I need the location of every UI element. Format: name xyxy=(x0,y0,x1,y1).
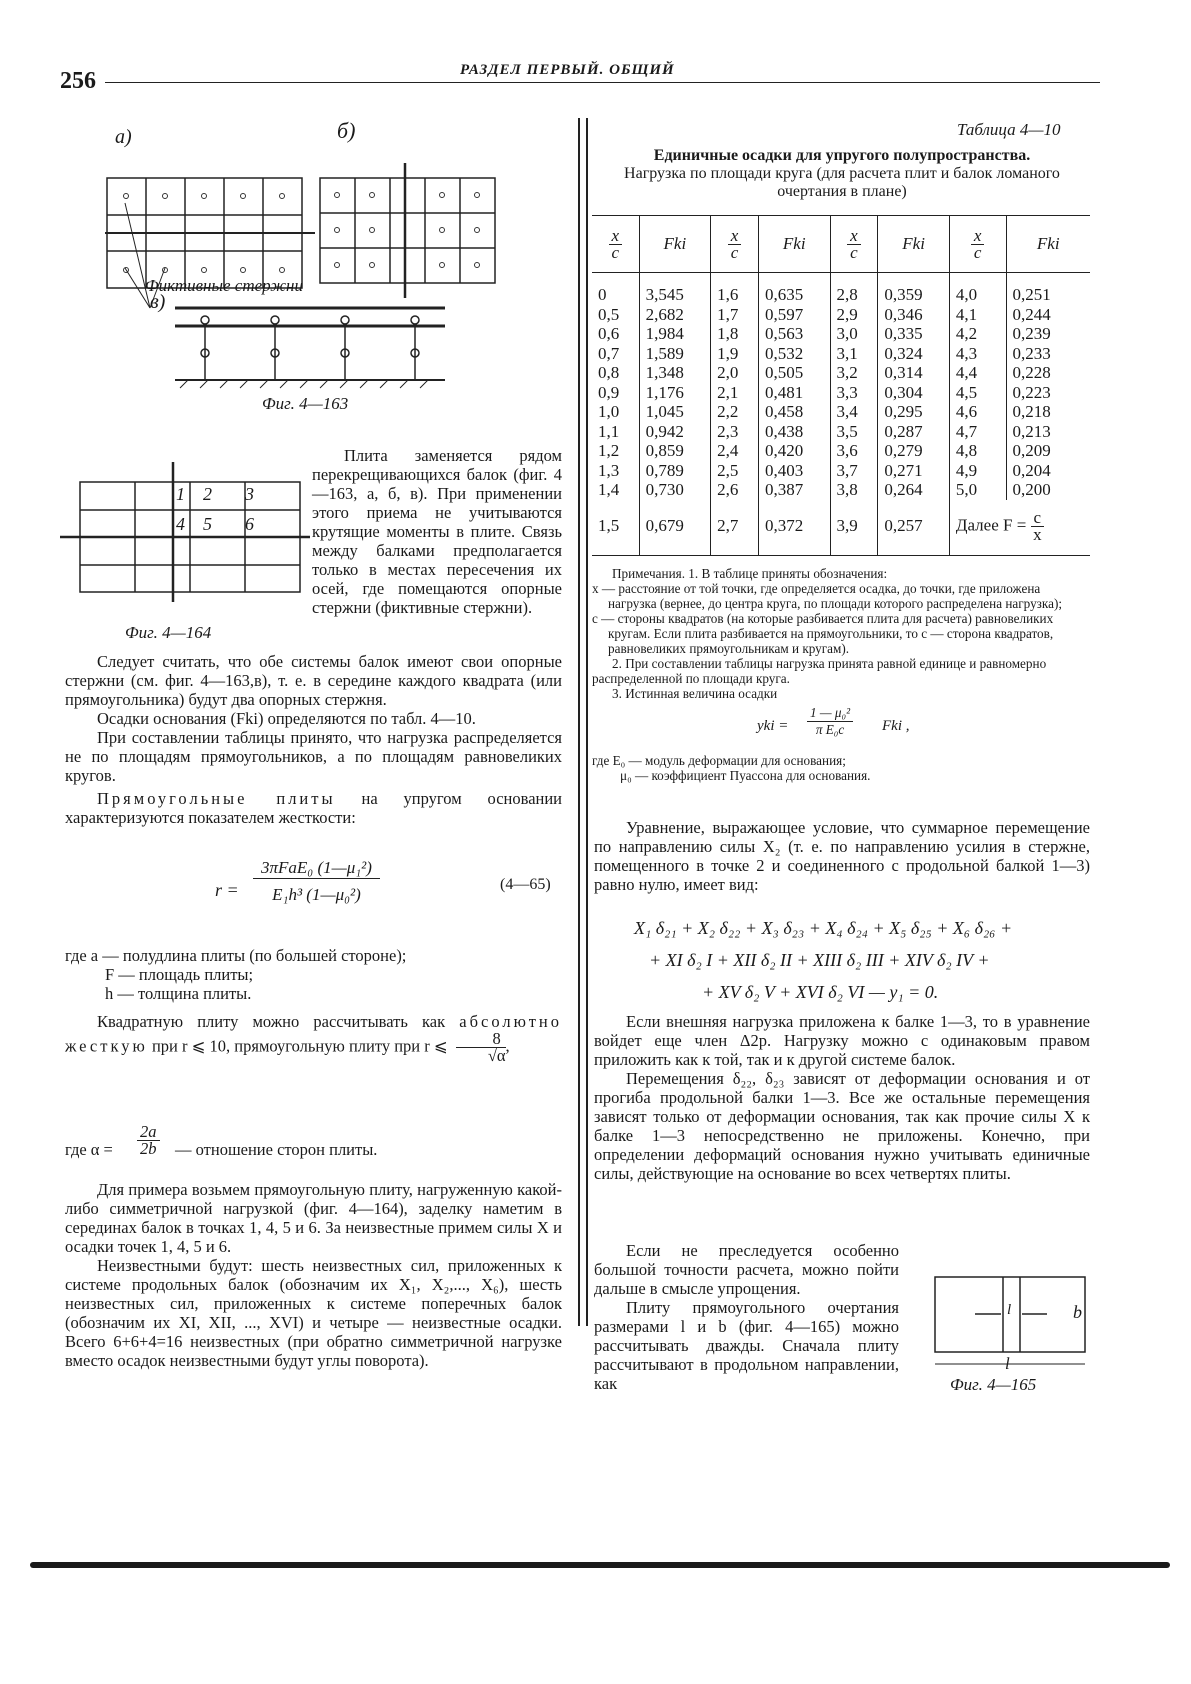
table-cell: 2,8 xyxy=(830,273,878,305)
left-column-text xyxy=(65,652,562,827)
table-cell: 3,4 xyxy=(830,402,878,422)
right-column-text-2 xyxy=(594,1241,899,1393)
left-paragraph-7: Для примера возьмем прямоугольную плиту, нагруженную какой-либо симметричной нагрузкой (фиг. 4—164), заделку наметим в серединах балок в точках 1, 4, 5 и 6. За неизвестные примем силы X и осадки точек 1, 4, 5 и 6. xyxy=(65,1180,562,1256)
table-cell: 2,9 xyxy=(830,305,878,325)
right-column-text xyxy=(594,1012,1090,1183)
table-cell: 0,532 xyxy=(758,344,830,364)
note-1: Примечания. 1. В таблице приняты обозначения: xyxy=(612,566,888,581)
table-cell: 2,3 xyxy=(711,422,759,442)
fig-165-caption: Фиг. 4—165 xyxy=(950,1375,1037,1394)
page-header xyxy=(60,60,1100,100)
table-cell: 0,244 xyxy=(1006,305,1090,325)
fig-164-drawing xyxy=(60,462,310,602)
table-cell: 0,359 xyxy=(878,273,950,305)
table-cell: 0,228 xyxy=(1006,363,1090,383)
note-1-x: x — расстояние от той точки, где определяется осадка, до точки, где приложена нагрузка (вернее, до центра круга, по площади которого распределена нагрузка); xyxy=(592,581,1063,611)
column-divider xyxy=(578,118,588,1326)
left-paragraph-6: Квадратную плиту можно рассчитывать как абсолютно жесткую при r ⩽ 10, прямоугольную плиту при r ⩽ $\frac{8}{√\alpha}$ , xyxy=(65,1012,562,1065)
table-cell: 1,348 xyxy=(639,363,711,383)
table-row xyxy=(592,402,1090,422)
equation-block xyxy=(594,912,1090,1008)
th-f-3: Fki xyxy=(878,216,950,273)
fig-annotation-fictive-rods: Фиктивные стержни xyxy=(145,276,303,295)
table-cell: 4,0 xyxy=(949,273,1006,305)
cell-5: 5 xyxy=(203,514,212,534)
table-cell: 2,6 xyxy=(711,480,759,500)
note-3: 3. Истинная величина осадки xyxy=(612,686,778,701)
further-label: Далее F = xyxy=(955,514,1027,534)
table-cell: 0,789 xyxy=(639,461,711,481)
table-title: Единичные осадки для упругого полупространства. Нагрузка по площади круга (для расчета плит и балок ломаного очертания в плане) xyxy=(624,147,1060,200)
table-cell: 0,271 xyxy=(878,461,950,481)
table-cell: 0,387 xyxy=(758,480,830,500)
formula-numerator: 3πFaE₀ (1—μ₁²) xyxy=(253,858,380,879)
table-cell: 0,346 xyxy=(878,305,950,325)
table-cell: 2,4 xyxy=(711,441,759,461)
table-cell: 4,7 xyxy=(949,422,1006,442)
table-cell: 1,5 xyxy=(598,516,620,536)
figure-4-165 xyxy=(925,1272,1095,1402)
table-cell: 0,239 xyxy=(1006,324,1090,344)
formula-number: (4—65) xyxy=(500,876,551,893)
table-cell: 4,5 xyxy=(949,383,1006,403)
table-cell: 0,287 xyxy=(878,422,950,442)
table-cell: 1,8 xyxy=(711,324,759,344)
table-cell: 0,223 xyxy=(1006,383,1090,403)
left-paragraph-4: При составлении таблицы принято, что нагрузка распределяется не по площадям прямоугольников, а по площадям равновеликих кругов. xyxy=(65,728,562,785)
table-row xyxy=(592,383,1090,403)
table-cell: 0,6 xyxy=(598,324,620,343)
left-column-text-2 xyxy=(65,1180,562,1370)
table-cell: 0,324 xyxy=(878,344,950,364)
table-cell: 2,682 xyxy=(639,305,711,325)
table-cell: 1,4 xyxy=(598,480,620,499)
table-cell: 3,1 xyxy=(830,344,878,364)
right-paragraph-2: Если внешняя нагрузка приложена к балке 1—3, то в уравнение войдет еще член Δ2p. Нагрузку можно с одинаковым правом приложить как к той, так и к другой системе балок. xyxy=(594,1012,1090,1069)
right-paragraph-3: Перемещения δ₂₂, δ₂₃ зависят от деформации основания и от прогиба продольной балки 1—3. Все же остальные перемещения зависят только от деформации основания, так как прочие силы X к балке 1—3 непосредственно не приложены. Конечно, при определении деформаций основания нужно учитывать единичные силы, действующие на основание во всех четвертях плиты. xyxy=(594,1069,1090,1183)
cell-3: 3 xyxy=(245,484,254,504)
table-cell: 0,679 xyxy=(639,500,711,555)
table-cell: 0,304 xyxy=(878,383,950,403)
table-cell: 4,8 xyxy=(949,441,1006,461)
formula-denominator: E₁h³ (1—μ₀²) xyxy=(272,885,361,904)
table-cell: 3,545 xyxy=(639,273,711,305)
running-title: РАЗДЕЛ ПЕРВЫЙ. ОБЩИЙ xyxy=(460,62,675,78)
fig-165-label-b: b xyxy=(1073,1302,1082,1322)
th-f-2: Fki xyxy=(758,216,830,273)
fig-163-caption: Фиг. 4—163 xyxy=(262,394,349,413)
table-cell: 0,335 xyxy=(878,324,950,344)
table-cell: 0,420 xyxy=(758,441,830,461)
table-cell: 0,264 xyxy=(878,480,950,500)
table-cell: 0,204 xyxy=(1006,461,1090,481)
table-cell: 0,859 xyxy=(639,441,711,461)
fig-165-drawing xyxy=(925,1272,1095,1372)
fig-163-drawing xyxy=(105,148,545,398)
table-cell: 0,209 xyxy=(1006,441,1090,461)
table-cell: 4,3 xyxy=(949,344,1006,364)
table-cell: 3,9 xyxy=(830,500,878,555)
table-cell: Далее F = $\frac{c}{x}$ xyxy=(949,500,1090,555)
note-where-mu: μ₀ — коэффициент Пуассона для основания. xyxy=(620,768,871,783)
table-cell: 2,7 xyxy=(711,500,759,555)
cell-2: 2 xyxy=(203,484,212,504)
left-paragraph-8: Неизвестными будут: шесть неизвестных сил, приложенных к системе продольных балок (обозначим их X₁, X₂,..., X₆), шесть неизвестных сил, приложенных к системе поперечных балок (обозначим их XI, XII, ..., XVI) и четыре — неизвестные осадки. Всего 6+6+4=16 неизвестных (при обратно симметричной нагрузке вместо осадок неизвестными будут углы поворота). xyxy=(65,1256,562,1370)
right-paragraph-1: Уравнение, выражающее условие, что суммарное перемещение по направлению силы X₂ (т. е. по направлению усилия в стержне, помещенного в точке 2 и соединенного с продольной балкой 1—3) равно нулю, имеет вид: xyxy=(594,818,1090,894)
table-cell: 1,045 xyxy=(639,402,711,422)
table-cell: 4,4 xyxy=(949,363,1006,383)
table-cell: 0,257 xyxy=(878,500,950,555)
table-cell: 2,0 xyxy=(711,363,759,383)
table-cell: 1,3 xyxy=(598,460,620,480)
table-cell: 1,0 xyxy=(598,402,620,421)
cell-4: 4 xyxy=(176,514,185,534)
figure-4-163 xyxy=(105,118,545,418)
table-cell: 2,2 xyxy=(711,402,759,422)
table-cell: 0,5 xyxy=(598,304,620,324)
th-x-1: $\frac{x}{c}$ xyxy=(592,216,639,273)
table-cell: 0,8 xyxy=(598,363,620,382)
table-cell: 0,597 xyxy=(758,305,830,325)
th-x-3: $\frac{x}{c}$ xyxy=(830,216,878,273)
fig-164-caption: Фиг. 4—164 xyxy=(125,623,212,642)
header-rule xyxy=(105,82,1100,83)
table-cell: 3,2 xyxy=(830,363,878,383)
table-cell: 1,9 xyxy=(711,344,759,364)
table-row xyxy=(592,422,1090,442)
fig-165-label-l: l xyxy=(1005,1354,1010,1373)
where-a: где a — полудлина плиты (по большей стороне); xyxy=(65,946,407,965)
left-paragraph-1: Плита заменяется рядом перекрещивающихся балок (фиг. 4—163, а, б, в). При применении этого приема не учитываются крутящие моменты в плите. Связь между балками предполагается только в местах пересечения их осей, где помещаются опорные стержни (фиктивные стержни). xyxy=(312,446,562,617)
table-row xyxy=(592,324,1090,344)
table-row xyxy=(592,273,1090,305)
table-cell: 0,9 xyxy=(598,382,620,402)
table-cell: 4,2 xyxy=(949,324,1006,344)
table-cell: 0,505 xyxy=(758,363,830,383)
table-cell: 3,0 xyxy=(830,324,878,344)
table-cell: 0,438 xyxy=(758,422,830,442)
right-paragraph-5: Плиту прямоугольного очертания размерами l и b (фиг. 4—165) можно рассчитывать дважды. Сначала плиту рассчитывают в продольном направлении, как xyxy=(594,1298,899,1393)
table-cell: 3,8 xyxy=(830,480,878,500)
th-x-4: $\frac{x}{c}$ xyxy=(949,216,1006,273)
scan-bottom-line xyxy=(30,1562,1170,1568)
table-cell: 2,5 xyxy=(711,461,759,481)
table-cell: 0,7 xyxy=(598,343,620,363)
table-cell: 2,1 xyxy=(711,383,759,403)
table-cell: 0,295 xyxy=(878,402,950,422)
fig-165-label-l-inner: l xyxy=(1007,1302,1012,1318)
table-row xyxy=(592,500,1090,555)
table-cell: 0,942 xyxy=(639,422,711,442)
where-block xyxy=(65,946,562,1003)
table-cell: 0,200 xyxy=(1006,480,1090,500)
table-cell: 1,7 xyxy=(711,305,759,325)
table-cell: 0,458 xyxy=(758,402,830,422)
equation-line-2: + XI δ₂ I + XII δ₂ II + XIII δ₂ III + XIV δ₂ IV + xyxy=(649,950,990,970)
table-cell: 4,1 xyxy=(949,305,1006,325)
th-f-4: Fki xyxy=(1006,216,1090,273)
equation-line-1: X₁ δ₂₁ + X₂ δ₂₂ + X₃ δ₂₃ + X₄ δ₂₄ + X₅ δ₂₅ + X₆ δ₂₆ + xyxy=(634,918,1013,938)
table-cell: 0,481 xyxy=(758,383,830,403)
cell-1: 1 xyxy=(176,484,185,504)
table-notes xyxy=(592,566,1090,783)
table-row xyxy=(592,480,1090,500)
settlement-table xyxy=(592,215,1090,556)
table-cell: 1,589 xyxy=(639,344,711,364)
page-number: 256 xyxy=(60,68,96,94)
table-cell: 3,6 xyxy=(830,441,878,461)
left-paragraph-3: Осадки основания (Fki) определяются по табл. 4—10. xyxy=(97,709,476,728)
table-row xyxy=(592,461,1090,481)
figure-4-164 xyxy=(60,462,310,602)
th-f-1: Fki xyxy=(639,216,711,273)
fig-label-v: в) xyxy=(150,291,166,313)
table-cell: 0,314 xyxy=(878,363,950,383)
equation-line-3: + XV δ₂ V + XVI δ₂ VI — y₁ = 0. xyxy=(702,982,939,1002)
table-row xyxy=(592,363,1090,383)
table-cell: 1,1 xyxy=(598,421,620,441)
fig-label-a: а) xyxy=(115,126,132,148)
right-paragraph-4: Если не преследуется особенно большой точности расчета, можно пойти дальше в смысле упрощения. xyxy=(594,1241,899,1298)
table-cell: 0,403 xyxy=(758,461,830,481)
note-formula: yki = $\frac{\text{1 — μ₀²}}{\text{π E₀c}}$ Fki , xyxy=(757,705,910,737)
table-cell: 3,7 xyxy=(830,461,878,481)
note-1-c: c — стороны квадратов (на которые разбивается плита для расчета) равновеликих кругам. Если плита разбивается на прямоугольники, то c — сторона квадратов, равновеликих прямоугольникам и кругам). xyxy=(592,611,1054,656)
table-body xyxy=(592,273,1090,555)
table-cell: 3,5 xyxy=(830,422,878,442)
where-h: h — толщина плиты. xyxy=(105,984,252,1003)
table-row xyxy=(592,344,1090,364)
note-where-e: где E₀ — модуль деформации для основания; xyxy=(592,753,846,768)
where-f: F — площадь плиты; xyxy=(105,965,254,984)
table-cell: 1,2 xyxy=(598,441,620,460)
table-cell: 0,251 xyxy=(1006,273,1090,305)
note-2: 2. При составлении таблицы нагрузка принята равной единице и равномерно распределенной по площади круга. xyxy=(592,656,1047,686)
alpha-definition: где α = $\frac{2a}{2b}$ — отношение сторон плиты. xyxy=(65,1122,378,1159)
cell-6: 6 xyxy=(245,514,254,534)
table-cell: 0,233 xyxy=(1006,344,1090,364)
table-cell: 4,6 xyxy=(949,402,1006,422)
fig-label-b: б) xyxy=(337,118,356,143)
th-x-2: $\frac{x}{c}$ xyxy=(711,216,759,273)
table-cell: 1,6 xyxy=(711,273,759,305)
table-number: Таблица 4—10 xyxy=(957,120,1061,139)
table-cell: 4,9 xyxy=(949,461,1006,481)
table-cell: 0,213 xyxy=(1006,422,1090,442)
left-paragraph-5: Прямоугольные плиты на упругом основании характеризуются показателем жесткости: xyxy=(65,789,563,827)
table-cell: 0,218 xyxy=(1006,402,1090,422)
table-cell: 0,279 xyxy=(878,441,950,461)
table-row xyxy=(592,305,1090,325)
formula-4-65: r = 3πFaE₀ (1—μ₁²) E₁h³ (1—μ₀²) (4—65) xyxy=(215,858,551,904)
table-cell: 0 xyxy=(598,285,607,304)
table-cell: 1,176 xyxy=(639,383,711,403)
table-cell: 0,730 xyxy=(639,480,711,500)
table-cell: 0,563 xyxy=(758,324,830,344)
table-cell: 5,0 xyxy=(949,480,1006,500)
table-cell: 0,635 xyxy=(758,273,830,305)
table-row xyxy=(592,441,1090,461)
table-cell: 3,3 xyxy=(830,383,878,403)
table-cell: 0,372 xyxy=(758,500,830,555)
left-paragraph-2: Следует считать, что обе системы балок имеют свои опорные стержни (см. фиг. 4—163,в), т. е. в середине каждого квадрата (или прямоугольника) будут два опорных стержня. xyxy=(65,652,562,709)
table-cell: 1,984 xyxy=(639,324,711,344)
